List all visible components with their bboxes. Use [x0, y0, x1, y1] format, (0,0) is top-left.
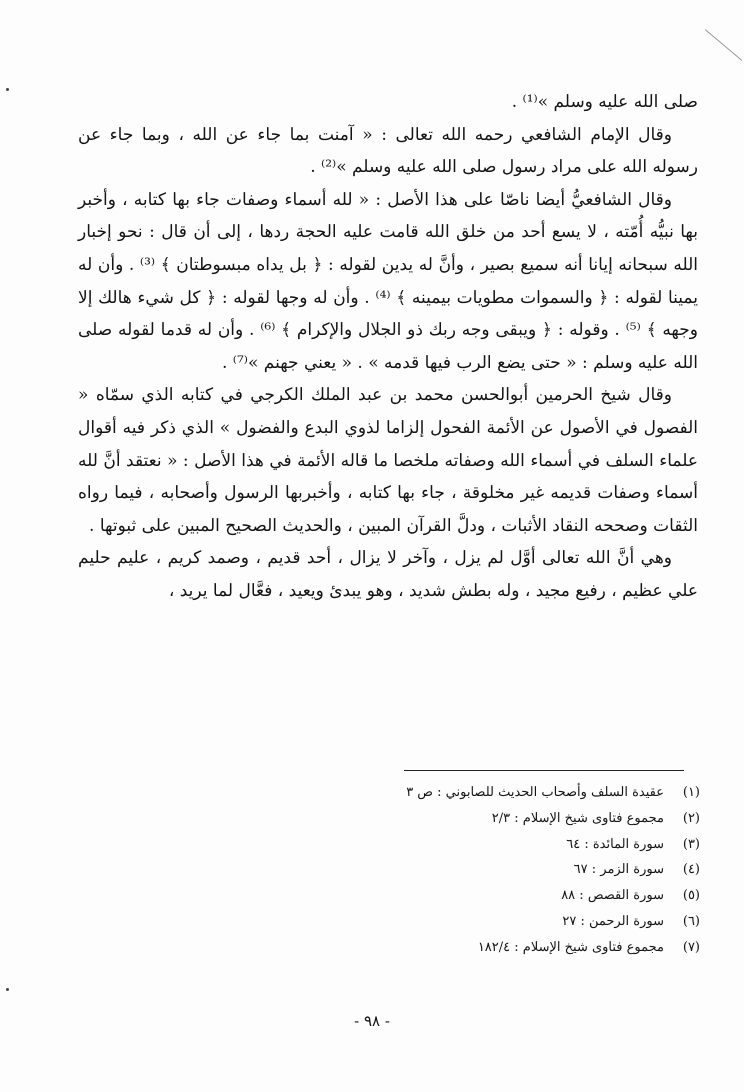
footnote-item: [100, 806, 700, 832]
paragraph-5: [78, 542, 698, 607]
footnotes: [100, 780, 700, 961]
footnote-item: [100, 857, 700, 883]
paragraph-1: [78, 86, 698, 119]
text-line: رسوله الله على مراد رسول صلى الله عليه وسلم »⁽²⁾ .: [310, 157, 698, 178]
footnote-separator: [404, 770, 684, 771]
paragraph-3: [78, 184, 698, 380]
text-line: الرسول وأصحابه ، فيما رواه الثقات وصححه النقاد الأثبات ، ودلَّ القرآن المبين ،: [78, 483, 698, 536]
text-line: وهي أنَّ الله تعالى أوَّل لم يزل ، وآخر لا يزال ، أحد قديم ، وصمد كريم ، عليم: [117, 548, 672, 569]
footnote-number: (٤): [682, 862, 700, 878]
footnote-text: سورة المائدة : ٦٤: [566, 836, 664, 852]
text-line: حليم علي عظيم ، رفيع مجيد ، وله بطش شديد ، وهو يبدئ ويعيد ، فعَّال لما يريد ،: [78, 548, 698, 601]
text-line: صلى الله عليه وسلم »⁽¹⁾ .: [511, 92, 698, 112]
footnote-text: سورة الزمر : ٦٧: [573, 862, 664, 878]
footnote-number: (٧): [682, 939, 700, 955]
text-line: وقال الشافعيُّ أيضا ناصّا على هذا الأصل : « لله أسماء وصفات جاء بها كتابه ،: [122, 189, 672, 210]
footnote-text: عقيدة السلف وأصحاب الحديث للصابوني : ص ٣: [406, 785, 664, 800]
footnote-text: سورة القصص : ٨٨: [561, 888, 664, 904]
footnote-number: (٦): [682, 913, 700, 929]
paragraph-2: [78, 119, 698, 184]
footnote-item: [100, 832, 700, 858]
text-line: فيه أقوال علماء السلف في أسماء الله وصفاته ملخصا ما قاله الأئمة في هذا: [78, 417, 698, 471]
footnote-number: (٥): [682, 888, 700, 904]
footnote-item: [100, 935, 700, 961]
text-line: وقال شيخ الحرمين أبوالحسن محمد بن عبد الملك الكرجي في كتابه الذي سمّاه: [95, 385, 672, 406]
text-line: وأخبر بها نبيُّه أُمّته ، لا يسع أحد من خلق الله قامت عليه الحجة ردها ، إلى أن قال :: [78, 189, 698, 243]
text-line: وجها لقوله : ﴿ كل شيء هالك إلا وجهه ﴾ ⁽⁵⁾ . وقوله : ﴿ ويبقى وجه ربك ذو: [78, 287, 698, 341]
footnote-item: [100, 909, 700, 935]
page-corner-mark: [705, 29, 742, 61]
footnote-text: مجموع فتاوى شيخ الإسلام : ١٨٢/٤: [477, 939, 664, 955]
footnote-item: [100, 883, 700, 909]
paragraph-4: [78, 379, 698, 542]
text-line: الجلال والإكرام ﴾ ⁽⁶⁾ . وأن له قدما لقوله صلى الله عليه وسلم : « حتى يضع: [78, 320, 698, 373]
page-number: - ٩٨ -: [354, 1012, 390, 1030]
main-text: [78, 86, 698, 608]
text-line: وقال الإمام الشافعي رحمه الله تعالى : « آمنت بما جاء عن الله ، وبما جاء عن: [78, 124, 672, 145]
footnote-number: (١): [682, 785, 700, 800]
text-line: نحو إخبار الله سبحانه إيانا أنه سميع بصير ، وأنَّ له يدين لقوله : ﴿ بل يداه: [78, 222, 699, 275]
text-line: مبسوطتان ﴾ ⁽³⁾ . وأن له يمينا لقوله : ﴿ والسموات مطويات بيمينه ﴾ ⁽⁴⁾ . وأن له: [78, 254, 698, 308]
footnote-number: (٣): [682, 836, 700, 852]
text-line: « الفصول في الأصول عن الأئمة الفحول إلزاما لذوي البدع والفضول » الذي ذكر: [78, 385, 699, 438]
text-line: الرب فيها قدمه » . « يعني جهنم »⁽⁷⁾ .: [221, 352, 492, 373]
footnote-number: (٢): [682, 810, 700, 826]
footnote-text: مجموع فتاوى شيخ الإسلام : ٢/٣: [491, 810, 664, 826]
footnote-item: [100, 780, 700, 806]
footnote-text: سورة الرحمن : ٢٧: [562, 913, 664, 929]
text-line: الأصل : « نعتقد أنَّ لله أسماء وصفات قديمه غير مخلوقة ، جاء بها كتابه ، وأخبربها: [78, 450, 699, 504]
text-line: والحديث الصحيح المبين على ثبوتها .: [89, 515, 342, 536]
scan-speck: [6, 88, 9, 91]
scan-speck: [6, 988, 9, 991]
